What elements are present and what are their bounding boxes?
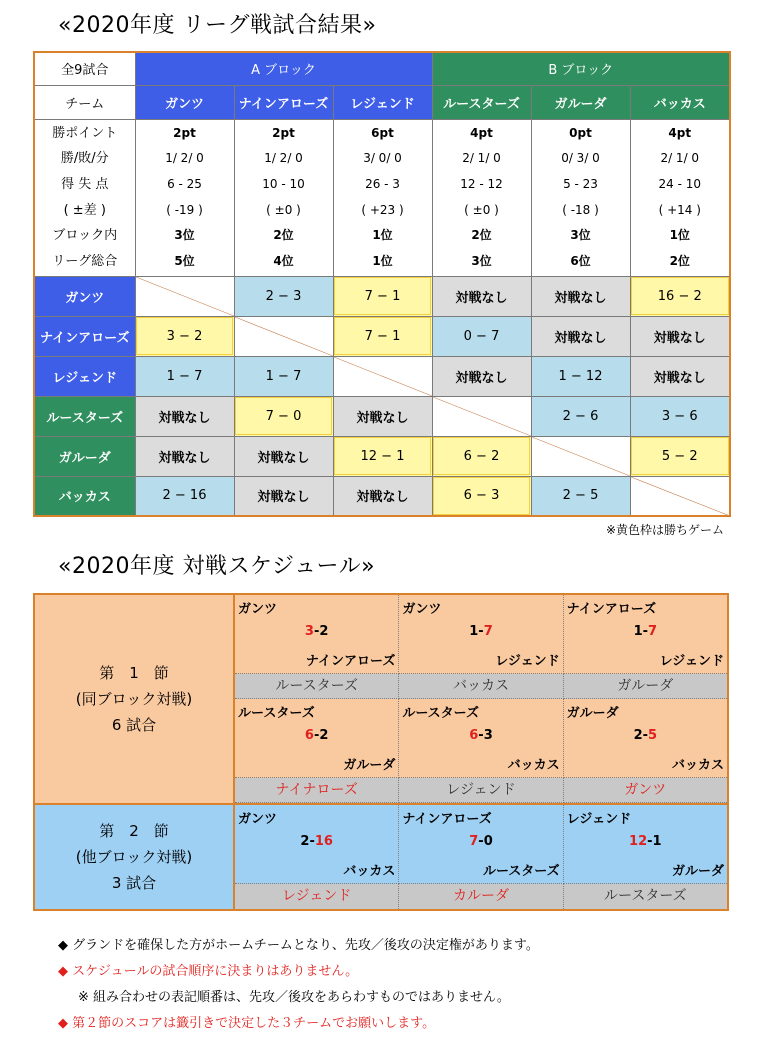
away-team: ルースターズ xyxy=(482,864,560,879)
stat-value: 26 - 3 xyxy=(334,172,432,198)
stat-value: 2pt xyxy=(136,121,234,147)
stat-value: 6 - 25 xyxy=(136,172,234,198)
stat-value: 4pt xyxy=(631,121,730,147)
score-first: 7 xyxy=(469,834,479,849)
game-card xyxy=(235,699,399,778)
matrix-score-cell: 1 − 7 xyxy=(234,356,333,396)
umpire-team: ルースターズ xyxy=(564,884,727,909)
round-2 xyxy=(35,805,727,909)
matrix-score-cell: 対戦なし xyxy=(630,316,730,356)
matrix-score-cell: 対戦なし xyxy=(333,476,432,516)
score-second: 1 xyxy=(652,834,662,849)
results-title: «2020年度 リーグ戦試合結果» xyxy=(58,13,377,38)
team-label: チーム xyxy=(34,85,135,119)
team-stats-2 xyxy=(234,119,333,276)
score-first: 6 xyxy=(304,728,314,743)
game-score xyxy=(564,728,727,743)
note-bullet: ◆ xyxy=(58,1016,68,1031)
umpire-row xyxy=(235,884,727,909)
score-first: 6 xyxy=(469,728,479,743)
home-team: ガルーダ xyxy=(566,706,619,721)
game-card xyxy=(235,595,399,674)
matrix-score-cell: 7 − 1 xyxy=(333,316,432,356)
note-line xyxy=(58,985,539,1011)
away-team: ナインアローズ xyxy=(305,654,396,669)
game-score xyxy=(399,728,562,743)
score-separator: - xyxy=(478,834,484,849)
stat-value: 2/ 1/ 0 xyxy=(433,146,531,172)
note-text: 組み合わせの表記順番は、先攻／後攻をあらわすものではありません。 xyxy=(93,990,510,1005)
game-score xyxy=(235,624,398,639)
matrix-score-cell: 対戦なし xyxy=(630,356,730,396)
game-card xyxy=(564,699,727,778)
umpire-team: ガンツ xyxy=(564,778,727,803)
game-card xyxy=(235,805,399,884)
umpire-team: レジェンド xyxy=(235,884,399,909)
game-card xyxy=(564,595,727,674)
score-separator: - xyxy=(309,834,315,849)
score-separator: - xyxy=(642,624,649,639)
games-count-label: 全9試合 xyxy=(34,52,135,85)
away-team: バッカス xyxy=(343,864,396,879)
matrix-score-cell: 7 − 1 xyxy=(333,276,432,316)
stat-value: 5 - 23 xyxy=(532,172,630,198)
score-second: 3 xyxy=(483,728,493,743)
away-team: バッカス xyxy=(671,758,724,773)
home-team: レジェンド xyxy=(566,812,632,827)
round-1 xyxy=(35,595,727,805)
stat-label: 勝ポイント xyxy=(52,125,118,141)
round-label-line: (同ブロック対戦) xyxy=(75,690,193,708)
matrix-score-cell: 対戦なし xyxy=(234,436,333,476)
score-separator: - xyxy=(647,834,653,849)
matrix-score-cell: 3 − 2 xyxy=(135,316,234,356)
umpire-team: ガルーダ xyxy=(564,674,727,699)
score-first: 12 xyxy=(629,834,648,849)
matrix-score-cell: 対戦なし xyxy=(135,436,234,476)
stat-value: 3位 xyxy=(136,223,234,249)
stat-label: 勝/敗/分 xyxy=(60,151,109,167)
stat-value: 10 - 10 xyxy=(235,172,333,198)
team-header-2: ナインアローズ xyxy=(234,85,333,119)
score-separator: - xyxy=(478,624,484,639)
stat-label: 得 失 点 xyxy=(61,176,109,192)
game-score xyxy=(564,624,727,639)
team-header-1: ガンツ xyxy=(135,85,234,119)
stat-value: 3位 xyxy=(532,223,630,249)
win-note: ※黄色枠は勝ちゲーム xyxy=(605,523,724,537)
round-label-line: 3 試合 xyxy=(111,874,157,892)
stat-value: ( ±0 ) xyxy=(235,198,333,224)
matrix-row-team: ルースターズ xyxy=(34,396,135,436)
stat-value: ( -19 ) xyxy=(136,198,234,224)
umpire-team: カルーダ xyxy=(399,884,563,909)
note-line xyxy=(58,1011,539,1037)
game-score xyxy=(235,834,398,849)
stat-value: 2pt xyxy=(235,121,333,147)
away-team: レジェンド xyxy=(659,654,724,669)
matrix-score-cell: 2 − 6 xyxy=(531,396,630,436)
schedule-table xyxy=(33,593,729,911)
umpire-team: ナイナローズ xyxy=(235,778,399,803)
game-row xyxy=(235,699,727,778)
block-a-header: A ブロック xyxy=(135,52,432,85)
matrix-score-cell: 2 − 3 xyxy=(234,276,333,316)
matrix-diagonal-cell xyxy=(630,476,730,516)
team-stats-4 xyxy=(432,119,531,276)
score-separator: - xyxy=(313,624,320,639)
score-first: 3 xyxy=(304,624,314,639)
matrix-score-cell: 2 − 16 xyxy=(135,476,234,516)
stat-value: 6pt xyxy=(334,121,432,147)
matrix-score-cell: 1 − 12 xyxy=(531,356,630,396)
score-second: 5 xyxy=(648,728,658,743)
stat-value: 24 - 10 xyxy=(631,172,730,198)
score-second: 0 xyxy=(483,834,493,849)
stat-value: 2位 xyxy=(235,223,333,249)
stat-label: リーグ総合 xyxy=(52,253,118,269)
matrix-row-team: ガンツ xyxy=(34,276,135,316)
matrix-score-cell: 対戦なし xyxy=(333,396,432,436)
note-line xyxy=(58,933,539,959)
home-team: ガンツ xyxy=(238,812,278,827)
matrix-diagonal-cell xyxy=(531,436,630,476)
score-second: 16 xyxy=(314,834,333,849)
umpire-team: レジェンド xyxy=(399,778,563,803)
away-team: レジェンド xyxy=(495,654,560,669)
umpire-row xyxy=(235,674,727,699)
team-header-6: バッカス xyxy=(630,85,730,119)
home-team: ナインアローズ xyxy=(566,602,657,617)
away-team: バッカス xyxy=(507,758,560,773)
team-stats-5 xyxy=(531,119,630,276)
matrix-diagonal-cell xyxy=(432,396,531,436)
matrix-score-cell: 対戦なし xyxy=(432,356,531,396)
round-label-line: 第 1 節 xyxy=(99,664,169,682)
game-card xyxy=(399,805,563,884)
matrix-score-cell: 7 − 0 xyxy=(234,396,333,436)
team-header-5: ガルーダ xyxy=(531,85,630,119)
score-second: 2 xyxy=(319,624,329,639)
matrix-score-cell: 0 − 7 xyxy=(432,316,531,356)
stat-value: 1/ 2/ 0 xyxy=(235,146,333,172)
matrix-score-cell: 12 − 1 xyxy=(333,436,432,476)
game-card xyxy=(564,805,727,884)
umpire-row xyxy=(235,778,727,803)
stat-label: ( ±差 ) xyxy=(63,202,106,218)
score-second: 2 xyxy=(319,728,329,743)
matrix-diagonal-cell xyxy=(234,316,333,356)
notes xyxy=(58,933,539,1037)
matrix-score-cell: 対戦なし xyxy=(432,276,531,316)
home-team: ルースターズ xyxy=(402,706,480,721)
stat-label: ブロック内 xyxy=(52,228,118,244)
matrix-score-cell: 対戦なし xyxy=(531,316,630,356)
home-team: ナインアローズ xyxy=(402,812,492,827)
stat-value: 2位 xyxy=(433,223,531,249)
score-first: 2 xyxy=(300,834,310,849)
score-first: 1 xyxy=(469,624,479,639)
matrix-row-team: ナインアローズ xyxy=(34,316,135,356)
team-stats-6 xyxy=(630,119,730,276)
game-card xyxy=(399,699,563,778)
matrix-score-cell: 5 − 2 xyxy=(630,436,730,476)
away-team: ガルーダ xyxy=(343,758,396,773)
round-label-line: (他ブロック対戦) xyxy=(75,848,193,866)
stat-value: 1位 xyxy=(334,223,432,249)
stat-value: ( +14 ) xyxy=(631,198,730,224)
matrix-diagonal-cell xyxy=(135,276,234,316)
stat-value: 1位 xyxy=(631,223,730,249)
stat-value: 5位 xyxy=(136,249,234,275)
game-score xyxy=(564,834,727,849)
round-body xyxy=(235,805,727,909)
game-row xyxy=(235,805,727,884)
round-label-line: 第 2 節 xyxy=(99,822,169,840)
game-score xyxy=(399,834,562,849)
stat-value: 1位 xyxy=(334,249,432,275)
note-text: スケジュールの試合順序に決まりはありません。 xyxy=(72,964,359,979)
note-text: グランドを確保した方がホームチームとなり、先攻／後攻の決定権があります。 xyxy=(72,938,539,953)
game-score xyxy=(399,624,562,639)
matrix-score-cell: 6 − 3 xyxy=(432,476,531,516)
home-team: ルースターズ xyxy=(238,706,315,721)
round-label-line: 6 試合 xyxy=(111,716,157,734)
matrix-row-team: レジェンド xyxy=(34,356,135,396)
stat-value: 2位 xyxy=(631,249,730,275)
note-bullet: ◆ xyxy=(58,964,68,979)
team-header-4: ルースターズ xyxy=(432,85,531,119)
home-team: ガンツ xyxy=(402,602,442,617)
stat-value: 0/ 3/ 0 xyxy=(532,146,630,172)
schedule-title: «2020年度 対戦スケジュール» xyxy=(58,554,376,579)
team-stats-1 xyxy=(135,119,234,276)
round-label xyxy=(35,805,235,909)
round-label xyxy=(35,595,235,803)
score-first: 1 xyxy=(633,624,643,639)
note-bullet: ※ xyxy=(78,990,89,1005)
block-b-header: B ブロック xyxy=(432,52,730,85)
stat-value: ( -18 ) xyxy=(532,198,630,224)
stat-value: 3位 xyxy=(433,249,531,275)
stat-value: 4pt xyxy=(433,121,531,147)
score-first: 2 xyxy=(633,728,643,743)
stat-value: ( ±0 ) xyxy=(433,198,531,224)
score-second: 7 xyxy=(483,624,493,639)
home-team: ガンツ xyxy=(238,602,278,617)
stat-value: 6位 xyxy=(532,249,630,275)
note-bullet: ◆ xyxy=(58,938,68,953)
stat-labels xyxy=(34,119,135,276)
matrix-score-cell: 16 − 2 xyxy=(630,276,730,316)
score-separator: - xyxy=(642,728,649,743)
stat-value: 4位 xyxy=(235,249,333,275)
matrix-score-cell: 6 − 2 xyxy=(432,436,531,476)
matrix-score-cell: 対戦なし xyxy=(531,276,630,316)
score-separator: - xyxy=(478,728,484,743)
results-table xyxy=(33,51,731,517)
umpire-team: バッカス xyxy=(399,674,563,699)
matrix-score-cell: 3 − 6 xyxy=(630,396,730,436)
matrix-diagonal-cell xyxy=(333,356,432,396)
game-score xyxy=(235,728,398,743)
stat-value: 1/ 2/ 0 xyxy=(136,146,234,172)
umpire-team: ルースターズ xyxy=(235,674,399,699)
stat-value: 3/ 0/ 0 xyxy=(334,146,432,172)
team-stats-3 xyxy=(333,119,432,276)
stat-value: ( +23 ) xyxy=(334,198,432,224)
note-line xyxy=(58,959,539,985)
matrix-score-cell: 1 − 7 xyxy=(135,356,234,396)
matrix-score-cell: 2 − 5 xyxy=(531,476,630,516)
team-header-3: レジェンド xyxy=(333,85,432,119)
matrix-score-cell: 対戦なし xyxy=(135,396,234,436)
matrix-row-team: ガルーダ xyxy=(34,436,135,476)
matrix-row-team: バッカス xyxy=(34,476,135,516)
score-separator: - xyxy=(313,728,320,743)
matrix-score-cell: 対戦なし xyxy=(234,476,333,516)
away-team: ガルーダ xyxy=(671,864,724,879)
game-card xyxy=(399,595,563,674)
score-second: 7 xyxy=(648,624,658,639)
stat-value: 2/ 1/ 0 xyxy=(631,146,730,172)
note-text: 第２節のスコアは籤引きで決定した３チームでお願いします。 xyxy=(72,1016,436,1031)
round-body xyxy=(235,595,727,803)
stat-value: 0pt xyxy=(532,121,630,147)
game-row xyxy=(235,595,727,674)
stat-value: 12 - 12 xyxy=(433,172,531,198)
